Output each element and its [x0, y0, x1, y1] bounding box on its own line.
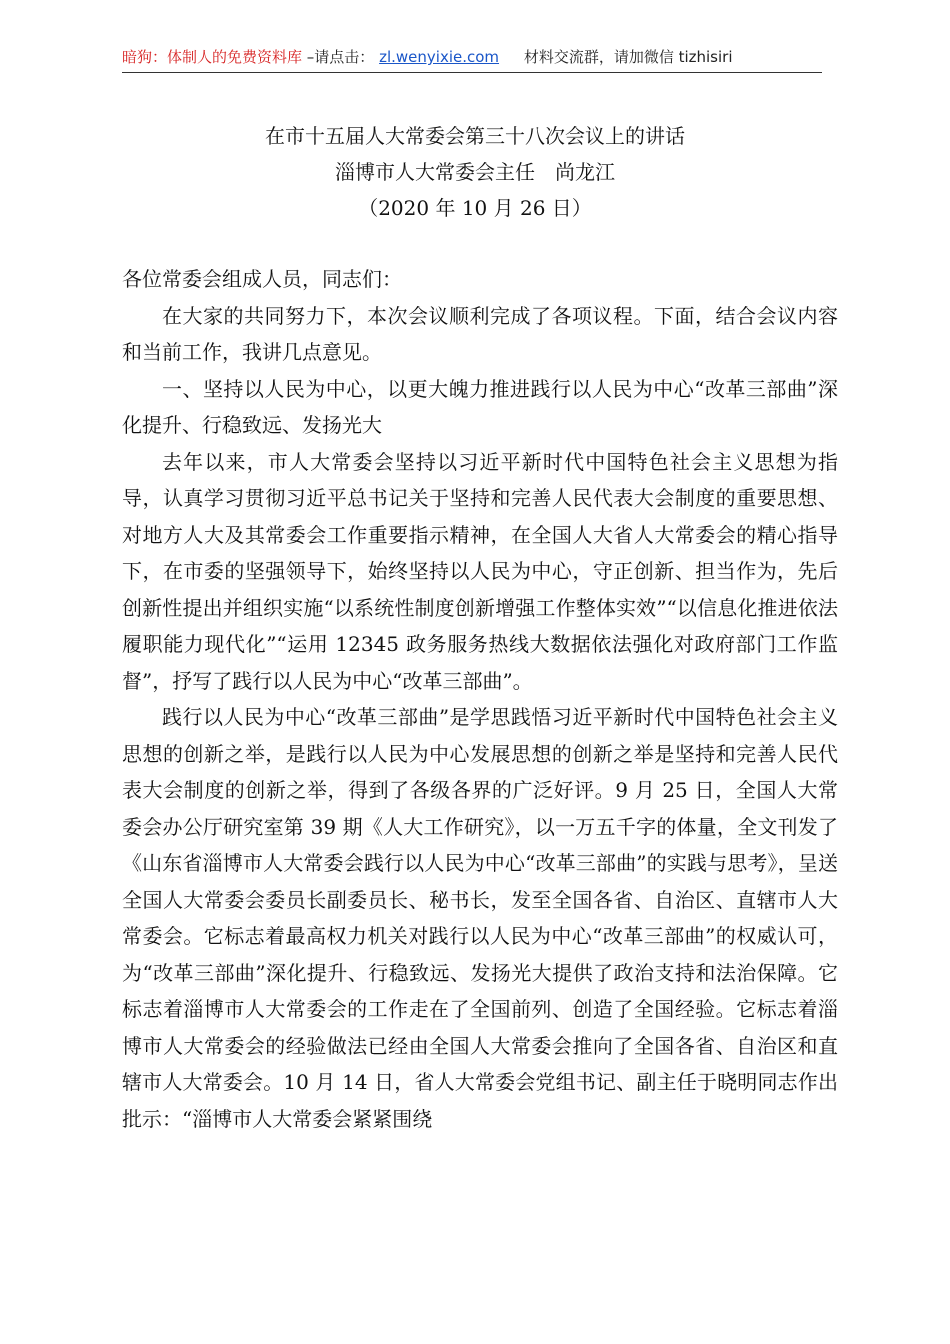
- document-body: [122, 261, 838, 1137]
- header-prompt: –请点击：: [306, 48, 375, 66]
- header-link[interactable]: zl.wenyixie.com: [379, 48, 500, 66]
- date-line: （2020 年 10 月 26 日）: [358, 196, 592, 220]
- title-block: [0, 118, 950, 226]
- speaker-line: 淄博市人大常委会主任 尚龙江: [335, 160, 615, 184]
- page-header: [122, 46, 822, 73]
- body-paragraph: 在大家的共同努力下，本次会议顺利完成了各项议程。下面，结合会议内容和当前工作，我讲几点意见。: [122, 303, 838, 364]
- body-paragraph: 践行以人民为中心“改革三部曲”是学思践悟习近平新时代中国特色社会主义思想的创新之举，是践行以人民为中心发展思想的创新之举是坚持和完善人民代表大会制度的创新之举，得到了各级各界的广泛好评。9 月 25 日，全国人大常委会办公厅研究室第 39 期《人大工作研究》，以一万五千字的体量，全文刊发了《山东省淄博市人大常委会践行以人民为中心“改革三部曲”的实践与思考》，呈送全国人大常委会委员长副委员长、秘书长，发至全国各省、自治区、直辖市人大常委会。它标志着最高权力机关对践行以人民为中心“改革三部曲”的权威认可，为“改革三部曲”深化提升、行稳致远、发扬光大提供了政治支持和法治保障。它标志着淄博市人大常委会的工作走在了全国前列、创造了全国经验。它标志着淄博市人大常委会的经验做法已经由全国人大常委会推向了全国各省、自治区和直辖市人大常委会。10 月 14 日，省人大常委会党组书记、副主任于晓明同志作出批示：“淄博市人大常委会紧紧围绕: [122, 705, 838, 1131]
- section-heading: 一、坚持以人民为中心，以更大魄力推进践行以人民为中心“改革三部曲”深化提升、行稳致远、发扬光大: [122, 376, 838, 437]
- document-title: 在市十五届人大常委会第三十八次会议上的讲话: [265, 124, 685, 148]
- header-brand: 暗狗：体制人的免费资料库: [122, 48, 303, 66]
- body-paragraph: 去年以来，市人大常委会坚持以习近平新时代中国特色社会主义思想为指导，认真学习贯彻习近平总书记关于坚持和完善人民代表大会制度的重要思想、对地方人大及其常委会工作重要指示精神，在全国人大省人大常委会的精心指导下，在市委的坚强领导下，始终坚持以人民为中心，守正创新、担当作为，先后创新性提出并组织实施“以系统性制度创新增强工作整体实效”“以信息化推进依法履职能力现代化”“运用 12345 政务服务热线大数据依法强化对政府部门工作监督”，抒写了践行以人民为中心“改革三部曲”。: [122, 449, 838, 693]
- header-contact: 材料交流群，请加微信 tizhisiri: [523, 48, 733, 66]
- salutation: 各位常委会组成人员，同志们：: [122, 267, 402, 291]
